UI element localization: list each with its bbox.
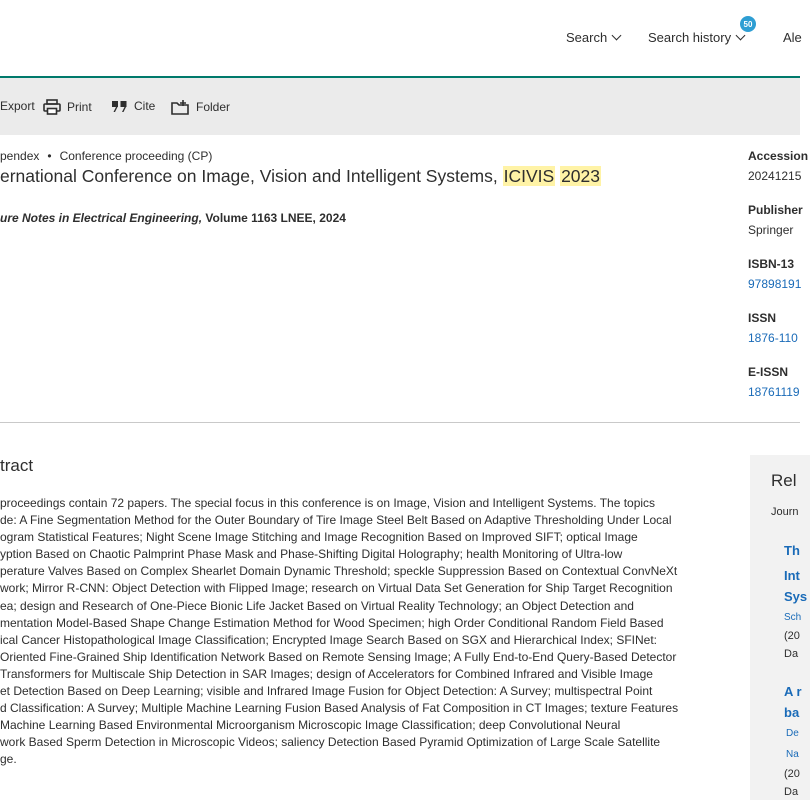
abstract-line: d Classification: A Survey; Multiple Machine Learning Fusion Based Analysis of Fat Composition in CT Images; texture Features (0, 701, 679, 716)
related-item-title[interactable]: Int (784, 568, 800, 583)
folder-add-icon (171, 99, 190, 115)
abstract-line: work Based Sperm Detection in Microscopic Videos; saliency Detection Based Pyramid Optimization of Large Scale Satellite (0, 735, 661, 750)
document-type-line (0, 149, 212, 163)
abstract-line: Machine Learning Based Environmental Microorganism Microscopic Image Classification; deep Convolutional Neural (0, 718, 621, 733)
accession-label: Accession (748, 149, 809, 163)
chevron-down-icon (612, 30, 622, 40)
related-item-date: Da (784, 786, 799, 798)
related-item-author[interactable]: De (786, 728, 799, 739)
related-heading: Rel (771, 471, 797, 490)
abstract-line: Oriented Fine-Grained Ship Identification Network Based on Remote Sensing Image; A Fully End-to-End Query-Based Detector (0, 649, 677, 664)
abstract-line: de: A Fine Segmentation Method for the Outer Boundary of Tire Image Steel Belt Based on Adaptive Thresholding Under Local (0, 513, 672, 528)
related-item-title[interactable]: ba (784, 705, 800, 720)
top-navigation (0, 0, 800, 76)
quote-icon (111, 99, 128, 113)
highlighted-term: 2023 (561, 166, 601, 186)
source-title: ure Notes in Electrical Engineering, (0, 211, 203, 225)
abstract-text (0, 495, 735, 769)
search-history-count-badge: 50 (740, 16, 756, 32)
source-volume: Volume 1163 LNEE, 2024 (202, 211, 346, 225)
related-item-date: Da (784, 648, 799, 660)
related-documents-panel (750, 455, 810, 800)
user-name: Ale (783, 30, 802, 45)
abstract-line: ical Cancer Histopathological Image Classification; Encrypted Image Search Based on SGX and Hierarchical Index; SFINet: (0, 632, 657, 647)
section-divider (0, 422, 800, 423)
related-item-author[interactable]: Sch (784, 612, 802, 623)
record-details-panel (748, 149, 808, 399)
separator-dot: • (47, 149, 52, 163)
print-icon (43, 99, 61, 115)
folder-button[interactable] (171, 99, 230, 115)
abstract-heading: tract (0, 456, 34, 475)
user-menu[interactable] (783, 30, 802, 45)
abstract-line: ge. (0, 752, 17, 767)
abstract-line: ea; design and Research of One-Piece Bionic Life Jacket Based on Virtual Reality Technology; an Object Detection and (0, 598, 634, 613)
search-menu[interactable] (566, 30, 620, 45)
export-label: Export (0, 99, 35, 113)
publisher-value: Springer (748, 223, 794, 237)
related-item-author[interactable]: Na (786, 749, 799, 760)
issn-label: ISSN (748, 311, 777, 325)
source-citation (0, 211, 346, 225)
abstract-line: proceedings contain 72 papers. The special focus in this conference is on Image, Vision and Intelligent Systems. The topics (0, 496, 656, 510)
chevron-down-icon (736, 30, 746, 40)
abstract-line: ogram Statistical Features; Night Scene Image Stitching and Image Recognition Based on Improved SIFT; optical Image (0, 530, 638, 545)
print-label: Print (67, 100, 92, 114)
record-title (0, 166, 601, 187)
abstract-line: et Detection Based on Deep Learning; visible and Infrared Image Fusion for Object Detection: A Survey; multispectral Point (0, 684, 653, 699)
abstract-line: yption Based on Chaotic Palmprint Phase Mask and Phase-Shifting Digital Holography; health Monitoring of Ultra-low (0, 547, 623, 562)
isbn-label: ISBN-13 (748, 257, 795, 271)
related-item-year: (20 (784, 768, 800, 780)
search-menu-label: Search (566, 30, 608, 45)
search-history-menu[interactable] (648, 30, 744, 45)
related-item-title[interactable]: Th (784, 543, 800, 558)
cite-button[interactable] (111, 99, 155, 113)
issn-link[interactable]: 1876-110 (748, 331, 798, 345)
abstract-line: work; Mirror R-CNN: Object Detection with Flipped Image; research on Virtual Data Set Generation for Ship Target Recognition (0, 581, 673, 596)
record-title-text: ernational Conference on Image, Vision and Intelligent Systems, (0, 166, 503, 186)
highlighted-term: ICIVIS (503, 166, 555, 186)
abstract-line: Transformers for Multiscale Ship Detection in SAR Images; design of Accelerators for Combined Infrared and Visible Image (0, 666, 653, 681)
related-item-title[interactable]: Sys (784, 589, 808, 604)
related-item-year: (20 (784, 630, 800, 642)
cite-label: Cite (134, 99, 156, 113)
related-subheading: Journ (771, 506, 799, 518)
abstract-line: mentation Model-Based Shape Change Estimation Method for Wood Specimen; high Order Conditional Random Field Based (0, 615, 664, 630)
print-button[interactable] (43, 99, 92, 115)
export-button[interactable] (0, 99, 35, 113)
search-history-label: Search history (648, 30, 732, 45)
folder-label: Folder (196, 100, 231, 114)
isbn-link[interactable]: 97898191 (748, 277, 802, 291)
eissn-link[interactable]: 18761119 (748, 385, 800, 399)
accession-value: 20241215 (748, 169, 802, 183)
abstract-line: perature Valves Based on Complex Shearlet Domain Dynamic Threshold; speckle Suppression Based on Contextual ConvNeXt (0, 564, 678, 579)
related-item-title[interactable]: A r (784, 684, 802, 699)
publisher-label: Publisher (748, 203, 803, 217)
database-name: pendex (0, 149, 40, 163)
record-toolbar (0, 78, 800, 135)
document-type: Conference proceeding (CP) (59, 149, 213, 163)
eissn-label: E-ISSN (748, 365, 789, 379)
